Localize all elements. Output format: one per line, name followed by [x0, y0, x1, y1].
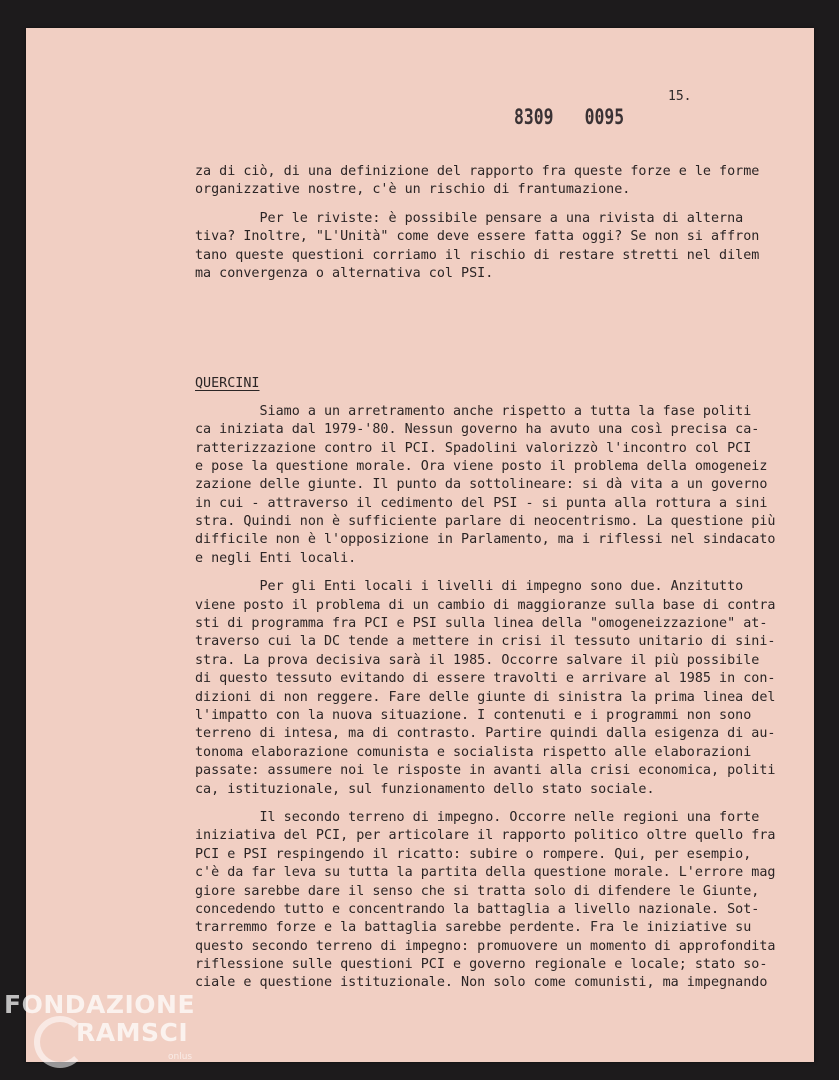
text-line: Il secondo terreno di impegno. Occorre nelle regioni una forte: [195, 809, 760, 825]
archive-stamp: [514, 105, 624, 129]
text-line: e pose la questione morale. Ora viene posto il problema della omogeneiz: [195, 458, 768, 474]
text-line: terreno di intesa, ma di contrasto. Partire quindi dalla esigenza di au-: [195, 726, 776, 742]
text-line: ratterizzazione contro il PCI. Spadolini valorizzò l'incontro col PCI: [195, 440, 752, 456]
archive-code-part2: 0095: [584, 105, 625, 129]
text-line: e negli Enti locali.: [195, 550, 357, 566]
text-line: dizioni di non reggere. Fare delle giunte di sinistra la prima linea del: [195, 689, 776, 705]
text-line: Per le riviste: è possibile pensare a una rivista di alterna: [195, 210, 744, 226]
text-line: trarremmo forze e la battaglia sarebbe perdente. Fra le iniziative su: [195, 920, 752, 936]
text-line: passate: assumere noi le risposte in avanti alla crisi economica, politi: [195, 763, 776, 779]
text-line: sti di programma fra PCI e PSI sulla linea della "omogeneizzazione" at-: [195, 616, 768, 632]
watermark-line1: FONDAZIONE: [4, 990, 196, 1019]
text-line: Siamo a un arretramento anche rispetto a tutta la fase politi: [195, 403, 752, 419]
archive-code-part1: 8309: [514, 105, 554, 129]
text-line: difficile non è l'opposizione in Parlamento, ma i riflessi nel sindacato: [195, 532, 776, 548]
paragraph: [195, 210, 765, 284]
watermark-sub: onlus: [168, 1052, 193, 1062]
watermark-line2: RAMSCI: [76, 1018, 189, 1047]
text-line: stra. La prova decisiva sarà il 1985. Occorre salvare il più possibile: [195, 652, 760, 668]
text-line: tonoma elaborazione comunista e socialista rispetto alle elaborazioni: [195, 744, 752, 760]
text-line: in cui - attraverso il cedimento del PSI - si punta alla rottura a sini: [195, 495, 768, 511]
text-line: zazione delle giunte. Il punto da sottolineare: si dà vita a un governo: [195, 477, 768, 493]
paragraph: [195, 403, 776, 569]
text-line: concedendo tutto e concentrando la battaglia a livello nazionale. Sot-: [195, 901, 760, 917]
text-line: tiva? Inoltre, "L'Unità" come deve essere fatta oggi? Se non si affron: [195, 229, 760, 245]
text-line: giore sarebbe dare il senso che si tratta solo di difendere le Giunte,: [195, 883, 760, 899]
text-line: riflessione sulle questioni PCI e governo regionale e locale; stato so-: [195, 957, 768, 973]
text-line: l'impatto con la nuova situazione. I contenuti e i programmi non sono: [195, 707, 752, 723]
text-line: ciale e questione istituzionale. Non solo come comunisti, ma impegnando: [195, 975, 768, 991]
text-line: traverso cui la DC tende a mettere in crisi il tessuto unitario di sini-: [195, 634, 776, 650]
document-body: [195, 163, 776, 993]
text-line: za di ciò, di una definizione del rapporto fra queste forze e le forme: [195, 164, 760, 179]
paragraph: [195, 578, 776, 799]
text-line: ca, istituzionale, sul funzionamento dello stato sociale.: [195, 781, 655, 797]
text-line: di questo tessuto evitando di essere travolti e arrivare al 1985 in con-: [195, 671, 776, 687]
text-line: viene posto il problema di un cambio di maggioranze sulla base di contra: [195, 597, 776, 613]
paragraph: [195, 809, 776, 993]
text-line: ca iniziata dal 1979-'80. Nessun governo ha avuto una così precisa ca-: [195, 422, 760, 438]
text-line: Per gli Enti locali i livelli di impegno sono due. Anzitutto: [195, 579, 744, 595]
text-line: questo secondo terreno di impegno: promuovere un momento di approfondita: [195, 938, 776, 954]
text-line: stra. Quindi non è sufficiente parlare di neocentrismo. La questione più: [195, 514, 776, 530]
fondazione-gramsci-watermark: [0, 990, 230, 1080]
text-line: c'è da far leva su tutta la partita della questione morale. L'errore mag: [195, 865, 776, 881]
text-line: iniziativa del PCI, per articolare il rapporto politico oltre quello fra: [195, 828, 776, 844]
paragraph: [195, 163, 765, 200]
text-line: ma convergenza o alternativa col PSI.: [195, 265, 494, 281]
text-line: PCI e PSI respingendo il ricatto: subire o rompere. Qui, per esempio,: [195, 846, 752, 862]
text-line: tano queste questioni corriamo il rischio di restare stretti nel dilem: [195, 247, 760, 263]
page-number: 15.: [668, 89, 692, 104]
speaker-heading: QUERCINI: [195, 376, 260, 392]
text-line: organizzative nostre, c'è un rischio di frantumazione.: [195, 182, 631, 198]
